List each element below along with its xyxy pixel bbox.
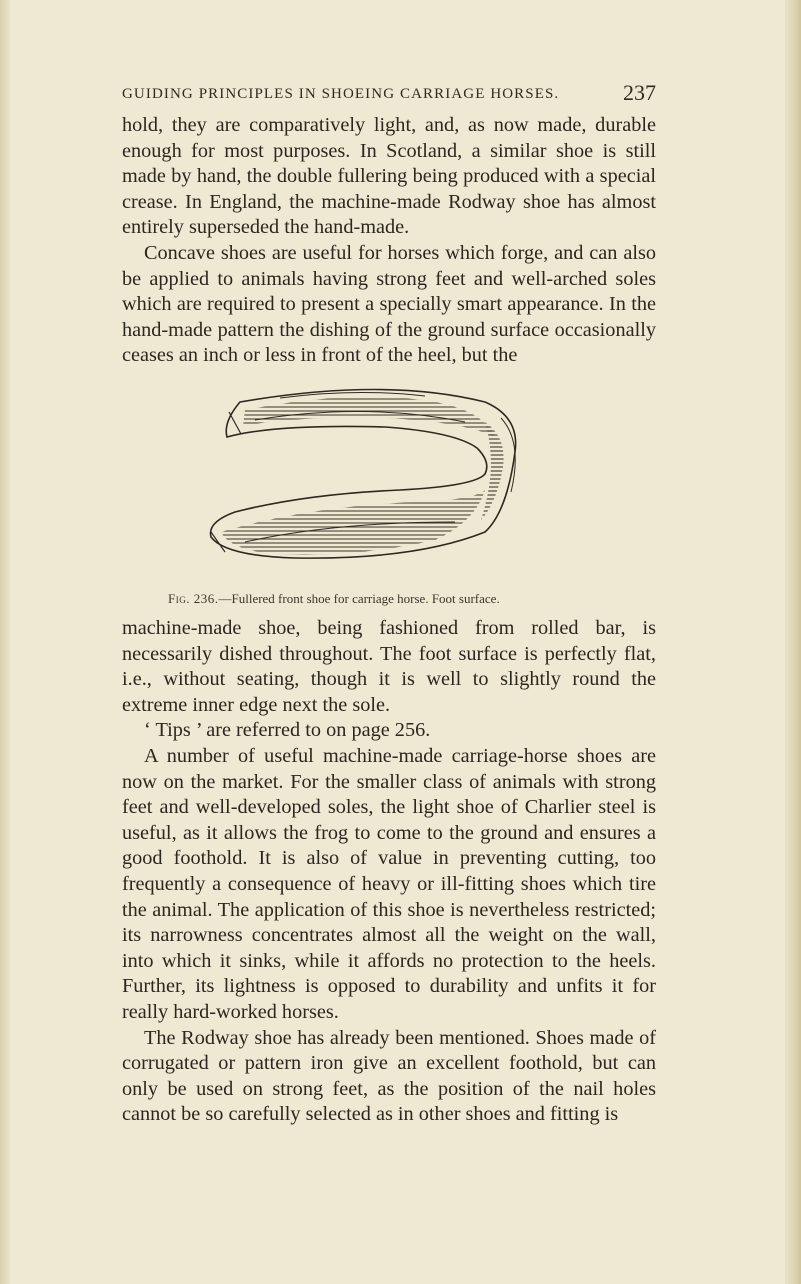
paragraph: The Rodway shoe has already been mentioned. Shoes made of corrugated or pattern iron give an excellent foothold, but can only be used on strong feet, as the position of the nail holes cannot be so carefully selected as in other shoes and fitting is [122,1026,656,1126]
page-left-shadow [0,0,10,1284]
paragraph: Concave shoes are useful for horses which forge, and can also be applied to animals having strong feet and well-arched soles which are required to present a specially smart appearance. In the hand-made pattern the dishing of the ground surface occasionally ceases an inch or less in front of the heel, but the [122,241,656,367]
fullered-shoe-illustration [185,382,715,572]
paragraph: hold, they are comparatively light, and, as now made, durable enough for most purposes. In Scotland, a similar shoe is still made by hand, the double fullering being produced with a special crease. In England, the machine-made Rodway shoe has almost entirely superseded the hand-made. [122,114,656,239]
paragraph: machine-made shoe, being fashioned from rolled bar, is necessarily dished throughout. The foot surface is perfectly flat, i.e., without seating, though it is well to slightly round the extreme inner edge next the sole. [122,617,656,716]
paragraph: ‘ Tips ’ are referred to on page 256. [144,719,431,742]
figure-caption [168,591,638,607]
figure-label: Fig. 236. [168,591,219,606]
running-head: GUIDING PRINCIPLES IN SHOEING CARRIAGE HORSES. [122,86,560,102]
page-right-edge [785,0,801,1284]
page-number: 237 [623,80,656,105]
page-header [122,80,656,108]
body-text-top [122,113,656,369]
body-text-bottom [122,616,656,1128]
caption-text: —Fullered front shoe for carriage horse. Foot surface. [218,591,500,606]
paragraph: A number of useful machine-made carriage-horse shoes are now on the market. For the smaller class of animals with strong feet and well-developed soles, the light shoe of Charlier steel is useful, as it allows the frog to come to the ground and ensures a good foothold. It is also of value in preventing cutting, too frequently a consequence of heavy or ill-fitting shoes which tire the animal. The application of this shoe is nevertheless restricted; its narrowness concentrates almost all the weight on the wall, into which it sinks, while it affords no protection to the heels. Further, its lightness is opposed to durability and unfits it for really hard-worked horses. [122,744,656,1023]
horseshoe-figure [185,382,715,572]
